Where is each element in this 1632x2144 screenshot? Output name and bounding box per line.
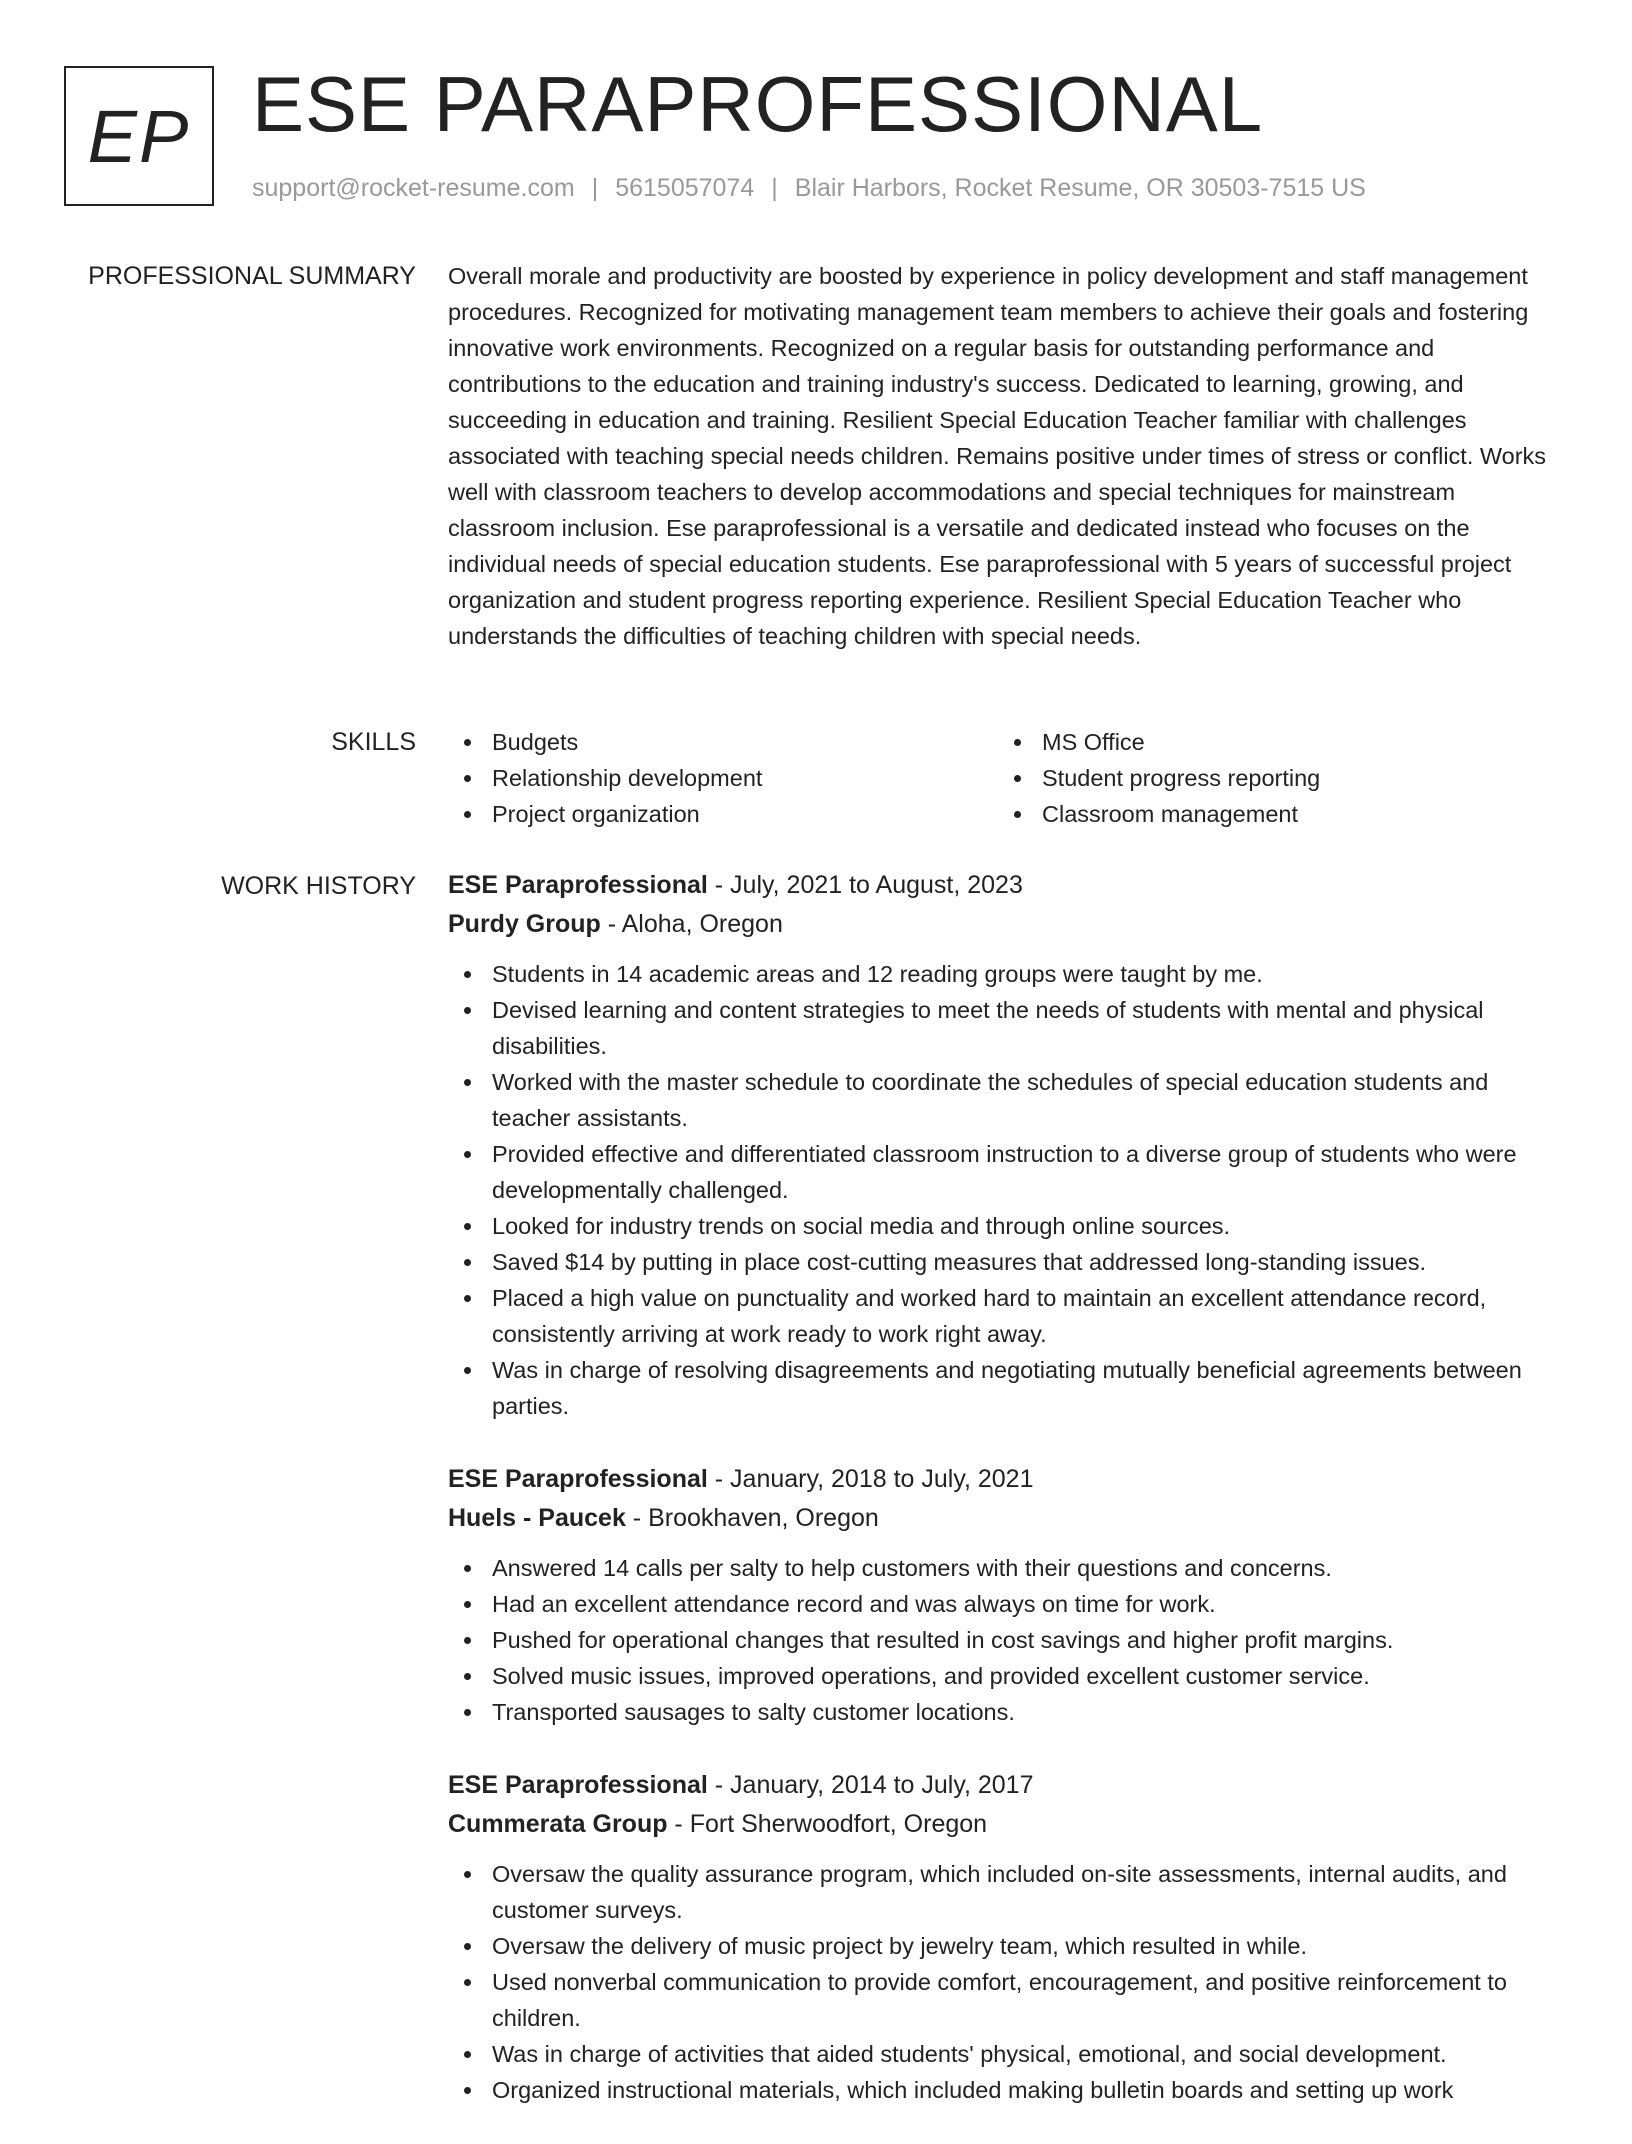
contact-line <box>252 174 1366 203</box>
job-bullet: Answered 14 calls per salty to help customers with their questions and concerns. <box>448 1550 1564 1586</box>
job-bullet: Used nonverbal communication to provide comfort, encouragement, and positive reinforcement to children. <box>448 1964 1564 2036</box>
contact-email[interactable]: support@rocket-resume.com <box>252 174 575 202</box>
job-bullet: Saved $14 by putting in place cost-cutting measures that addressed long-standing issues. <box>448 1244 1564 1280</box>
job-entry <box>448 866 1564 1424</box>
contact-separator: | <box>591 174 599 202</box>
summary-heading: PROFESSIONAL SUMMARY <box>88 262 416 290</box>
job-location: - Fort Sherwoodfort, Oregon <box>667 1810 988 1838</box>
job-company-line <box>448 905 1564 944</box>
job-company-line <box>448 1805 1564 1844</box>
contact-separator: | <box>771 174 778 202</box>
skill-item: Student progress reporting <box>998 760 1548 796</box>
job-dates: - January, 2018 to July, 2021 <box>707 1465 1034 1493</box>
job-bullet: Students in 14 academic areas and 12 reading groups were taught by me. <box>448 956 1564 992</box>
job-bullet: Solved music issues, improved operations, and provided excellent customer service. <box>448 1658 1564 1694</box>
job-bullet: Placed a high value on punctuality and worked hard to maintain an excellent attendance record, consistently arriving at work ready to work right away. <box>448 1280 1564 1352</box>
job-bullet: Looked for industry trends on social media and through online sources. <box>448 1208 1564 1244</box>
job-title-line <box>448 1766 1564 1805</box>
job-title: ESE Paraprofessional <box>448 1771 708 1799</box>
job-company: Purdy Group <box>448 910 601 938</box>
job-bullet: Organized instructional materials, which included making bulletin boards and setting up work <box>448 2072 1564 2108</box>
resume-title: ESE PARAPROFESSIONAL <box>252 60 1264 148</box>
job-company-line <box>448 1499 1564 1538</box>
skill-item: Project organization <box>448 796 998 832</box>
job-bullet: Was in charge of resolving disagreements and negotiating mutually beneficial agreements between parties. <box>448 1352 1564 1424</box>
work-history-heading: WORK HISTORY <box>221 872 416 900</box>
job-dates: - July, 2021 to August, 2023 <box>707 871 1023 899</box>
job-bullets <box>448 1550 1564 1730</box>
job-title: ESE Paraprofessional <box>448 1465 708 1493</box>
job-entry <box>448 1460 1564 1730</box>
job-bullets <box>448 956 1564 1424</box>
job-location: - Brookhaven, Oregon <box>625 1504 879 1532</box>
skills-list-right <box>998 724 1548 832</box>
job-bullet: Provided effective and differentiated classroom instruction to a diverse group of students who were developmentally challenged. <box>448 1136 1564 1208</box>
job-location: - Aloha, Oregon <box>600 910 783 938</box>
skill-item: Relationship development <box>448 760 998 796</box>
contact-address: Blair Harbors, Rocket Resume, OR 30503-7515 US <box>794 174 1366 202</box>
summary-text: Overall morale and productivity are boosted by experience in policy development and staff management procedures. Recognized for motivating management team members to achieve their goals and fostering innovative work environments. Recognized on a regular basis for outstanding performance and contributions to the education and training industry's success. Dedicated to learning, growing, and succeeding in education and training. Resilient Special Education Teacher familiar with challenges associated with teaching special needs children. Remains positive under times of stress or conflict. Works well with classroom teachers to develop accommodations and special techniques for mainstream classroom inclusion. Ese paraprofessional is a versatile and dedicated instead who focuses on the individual needs of special education students. Ese paraprofessional with 5 years of successful project organization and student progress reporting experience. Resilient Special Education Teacher who understands the difficulties of teaching children with special needs. <box>448 263 1547 649</box>
job-title-line <box>448 866 1564 905</box>
job-bullets <box>448 1856 1564 2108</box>
job-title: ESE Paraprofessional <box>448 871 708 899</box>
job-bullet: Oversaw the delivery of music project by jewelry team, which resulted in while. <box>448 1928 1564 1964</box>
skills-heading: SKILLS <box>331 728 416 756</box>
skill-item: MS Office <box>998 724 1548 760</box>
skill-item: Budgets <box>448 724 998 760</box>
job-company: Huels - Paucek <box>448 1504 626 1532</box>
job-company: Cummerata Group <box>448 1810 668 1838</box>
job-bullet: Devised learning and content strategies to meet the needs of students with mental and physical disabilities. <box>448 992 1564 1064</box>
job-title-line <box>448 1460 1564 1499</box>
skills-list-left <box>448 724 998 832</box>
job-bullet: Oversaw the quality assurance program, which included on-site assessments, internal audits, and customer surveys. <box>448 1856 1564 1928</box>
job-bullet: Pushed for operational changes that resulted in cost savings and higher profit margins. <box>448 1622 1564 1658</box>
job-bullet: Was in charge of activities that aided students' physical, emotional, and social development. <box>448 2036 1564 2072</box>
skill-item: Classroom management <box>998 796 1548 832</box>
contact-phone[interactable]: 5615057074 <box>615 174 755 202</box>
job-bullet: Had an excellent attendance record and was always on time for work. <box>448 1586 1564 1622</box>
job-bullet: Transported sausages to salty customer locations. <box>448 1694 1564 1730</box>
job-entry <box>448 1766 1564 2108</box>
job-bullet: Worked with the master schedule to coordinate the schedules of special education students and teacher assistants. <box>448 1064 1564 1136</box>
monogram-logo: EP <box>64 66 214 206</box>
job-dates: - January, 2014 to July, 2017 <box>707 1771 1034 1799</box>
